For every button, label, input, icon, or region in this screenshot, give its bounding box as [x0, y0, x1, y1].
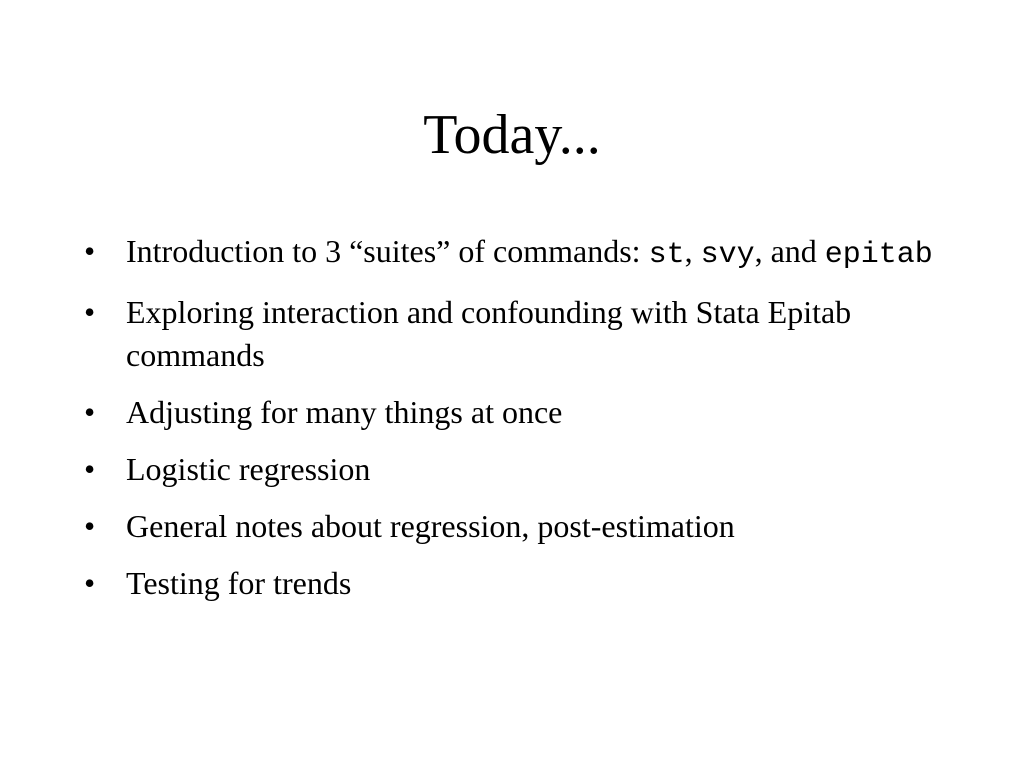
bullet-text-part: , and: [754, 233, 825, 269]
bullet-marker: •: [84, 294, 96, 330]
code-svy: svy: [700, 238, 755, 272]
code-st: st: [648, 238, 685, 272]
bullet-marker: •: [84, 565, 96, 601]
bullet-marker: •: [84, 451, 96, 487]
bullet-text: General notes about regression, post-estimation: [126, 508, 735, 544]
bullet-item: [84, 291, 944, 377]
bullet-item: [84, 505, 944, 548]
slide-title: Today...: [423, 104, 601, 166]
bullet-marker: •: [84, 508, 96, 544]
code-epitab: epitab: [824, 238, 933, 272]
bullet-list: [84, 230, 944, 619]
bullet-text: Testing for trends: [126, 565, 352, 601]
bullet-text-part: ,: [684, 233, 701, 269]
bullet-marker: •: [84, 394, 96, 430]
bullet-item: [84, 562, 944, 605]
bullet-text-part: Introduction to 3 “suites” of commands:: [126, 233, 649, 269]
bullet-text: Exploring interaction and confounding with Stata Epitab commands: [126, 294, 852, 373]
bullet-text: Adjusting for many things at once: [126, 394, 563, 430]
bullet-marker: •: [84, 233, 96, 269]
bullet-item: [84, 230, 944, 277]
bullet-text: Logistic regression: [126, 451, 371, 487]
bullet-item: [84, 391, 944, 434]
bullet-item: [84, 448, 944, 491]
